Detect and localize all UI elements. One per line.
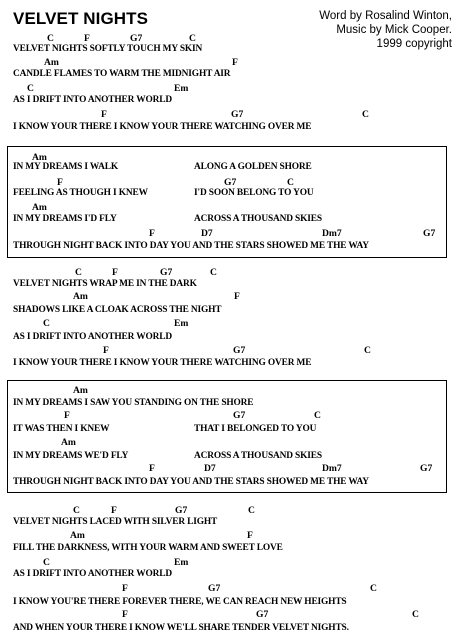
credit-line-copyright: 1999 copyright bbox=[376, 38, 452, 50]
chord-symbol: F bbox=[122, 583, 128, 594]
chord-line bbox=[0, 530, 460, 542]
lyric-line bbox=[0, 568, 460, 580]
chord-symbol: G7 bbox=[423, 228, 436, 239]
lyric-line bbox=[0, 423, 460, 435]
chord-symbol: Am bbox=[73, 291, 88, 302]
chord-line bbox=[0, 318, 460, 330]
chord-symbol: C bbox=[189, 33, 196, 44]
lyric-text: THROUGH NIGHT BACK INTO DAY YOU AND THE STARS SHOWED ME THE WAY bbox=[13, 477, 369, 487]
lyric-line bbox=[0, 357, 460, 369]
chord-symbol: Am bbox=[70, 530, 85, 541]
chord-symbol: G7 bbox=[256, 609, 269, 620]
lyric-text: THAT I BELONGED TO YOU bbox=[194, 424, 317, 434]
chord-symbol: C bbox=[370, 583, 377, 594]
chord-symbol: C bbox=[47, 33, 54, 44]
lyric-line bbox=[0, 278, 460, 290]
lyric-text: VELVET NIGHTS LACED WITH SILVER LIGHT bbox=[13, 517, 218, 527]
lyric-text: IN MY DREAMS WE'D FLY bbox=[13, 451, 129, 461]
chord-symbol: Am bbox=[61, 437, 76, 448]
lyric-text: IT WAS THEN I KNEW bbox=[13, 424, 110, 434]
chord-symbol: G7 bbox=[130, 33, 143, 44]
chord-symbol: D7 bbox=[201, 228, 213, 239]
chord-line bbox=[0, 345, 460, 357]
chord-symbol: F bbox=[122, 609, 128, 620]
lyric-line bbox=[0, 397, 460, 409]
lyric-text: I KNOW YOUR THERE I KNOW YOUR THERE WATCHING OVER ME bbox=[13, 122, 312, 132]
chord-line bbox=[0, 385, 460, 397]
lyric-text: AS I DRIFT INTO ANOTHER WORLD bbox=[13, 332, 172, 342]
chord-symbol: C bbox=[73, 505, 80, 516]
chord-symbol: F bbox=[234, 291, 240, 302]
lyric-line bbox=[0, 622, 460, 634]
lyric-line bbox=[0, 213, 460, 225]
lyric-text: FEELING AS THOUGH I KNEW bbox=[13, 188, 148, 198]
chord-symbol: Em bbox=[174, 557, 189, 568]
lyric-line bbox=[0, 331, 460, 343]
lyric-text: ACROSS A THOUSAND SKIES bbox=[194, 451, 322, 461]
chord-symbol: Am bbox=[44, 57, 59, 68]
chord-symbol: C bbox=[248, 505, 255, 516]
lyric-line bbox=[0, 161, 460, 173]
chord-symbol: C bbox=[362, 109, 369, 120]
chord-line bbox=[0, 463, 460, 475]
lyric-line bbox=[0, 43, 460, 55]
chord-symbol: F bbox=[111, 505, 117, 516]
lyric-text: ALONG A GOLDEN SHORE bbox=[194, 162, 312, 172]
credit-line-lyricist: Word by Rosalind Winton, bbox=[319, 10, 452, 22]
chord-symbol: F bbox=[149, 463, 155, 474]
chord-symbol: F bbox=[247, 530, 253, 541]
chord-symbol: Am bbox=[32, 202, 47, 213]
chord-symbol: C bbox=[314, 410, 321, 421]
chord-symbol: G7 bbox=[420, 463, 433, 474]
credit-line-composer: Music by Mick Cooper. bbox=[336, 24, 452, 36]
chord-symbol: G7 bbox=[233, 345, 246, 356]
chord-symbol: Dm7 bbox=[322, 228, 342, 239]
chord-symbol: F bbox=[232, 57, 238, 68]
chord-symbol: F bbox=[57, 177, 63, 188]
lyric-text: AS I DRIFT INTO ANOTHER WORLD bbox=[13, 95, 172, 105]
chord-symbol: G7 bbox=[224, 177, 237, 188]
chord-symbol: C bbox=[43, 557, 50, 568]
chord-symbol: F bbox=[112, 267, 118, 278]
lyric-line bbox=[0, 516, 460, 528]
chord-symbol: C bbox=[43, 318, 50, 329]
chord-symbol: C bbox=[287, 177, 294, 188]
chord-line bbox=[0, 437, 460, 449]
lyric-text: IN MY DREAMS I'D FLY bbox=[13, 214, 117, 224]
lyric-text: SHADOWS LIKE A CLOAK ACROSS THE NIGHT bbox=[13, 305, 222, 315]
lyric-text: VELVET NIGHTS WRAP ME IN THE DARK bbox=[13, 279, 197, 289]
lyric-line bbox=[0, 304, 460, 316]
chord-line bbox=[0, 410, 460, 422]
chord-line bbox=[0, 109, 460, 121]
lyric-text: FILL THE DARKNESS, WITH YOUR WARM AND SWEET LOVE bbox=[13, 543, 283, 553]
chord-symbol: F bbox=[149, 228, 155, 239]
chord-symbol: D7 bbox=[204, 463, 216, 474]
chord-symbol: C bbox=[75, 267, 82, 278]
lyric-line bbox=[0, 240, 460, 252]
lyric-text: I'D SOON BELONG TO YOU bbox=[194, 188, 314, 198]
chord-symbol: G7 bbox=[160, 267, 173, 278]
lyric-text: CANDLE FLAMES TO WARM THE MIDNIGHT AIR bbox=[13, 69, 231, 79]
chord-symbol: Em bbox=[174, 83, 189, 94]
lyric-line bbox=[0, 596, 460, 608]
lyric-line bbox=[0, 542, 460, 554]
chord-line bbox=[0, 609, 460, 621]
chord-line bbox=[0, 291, 460, 303]
chord-symbol: Em bbox=[174, 318, 189, 329]
lyric-text: AS I DRIFT INTO ANOTHER WORLD bbox=[13, 569, 172, 579]
chord-symbol: Am bbox=[73, 385, 88, 396]
lyric-line bbox=[0, 476, 460, 488]
chord-symbol: G7 bbox=[175, 505, 188, 516]
chord-symbol: C bbox=[364, 345, 371, 356]
chord-symbol: F bbox=[64, 410, 70, 421]
chord-line bbox=[0, 583, 460, 595]
lyric-text: I KNOW YOUR THERE I KNOW YOUR THERE WATCHING OVER ME bbox=[13, 358, 312, 368]
lyric-text: AND WHEN YOUR THERE I KNOW WE'LL SHARE TENDER VELVET NIGHTS. bbox=[13, 623, 349, 633]
lyric-text: IN MY DREAMS I WALK bbox=[13, 162, 118, 172]
lyric-line bbox=[0, 94, 460, 106]
lyric-line bbox=[0, 187, 460, 199]
chord-symbol: Dm7 bbox=[322, 463, 342, 474]
chord-symbol: F bbox=[103, 345, 109, 356]
lyric-line bbox=[0, 121, 460, 133]
lyric-text: THROUGH NIGHT BACK INTO DAY YOU AND THE STARS SHOWED ME THE WAY bbox=[13, 241, 369, 251]
chord-symbol: G7 bbox=[208, 583, 221, 594]
lyric-line bbox=[0, 450, 460, 462]
lyric-text: ACROSS A THOUSAND SKIES bbox=[194, 214, 322, 224]
lyric-line bbox=[0, 68, 460, 80]
chord-symbol: G7 bbox=[231, 109, 244, 120]
lyric-text: I KNOW YOU'RE THERE FOREVER THERE, WE CAN REACH NEW HEIGHTS bbox=[13, 597, 347, 607]
chord-symbol: C bbox=[412, 609, 419, 620]
chord-symbol: F bbox=[84, 33, 90, 44]
chord-symbol: G7 bbox=[233, 410, 246, 421]
lyric-text: VELVET NIGHTS SOFTLY TOUCH MY SKIN bbox=[13, 44, 203, 54]
chord-symbol: C bbox=[210, 267, 217, 278]
chord-line bbox=[0, 228, 460, 240]
chord-symbol: C bbox=[27, 83, 34, 94]
chord-symbol: F bbox=[101, 109, 107, 120]
song-title: VELVET NIGHTS bbox=[13, 9, 149, 28]
lyric-text: IN MY DREAMS I SAW YOU STANDING ON THE SHORE bbox=[13, 398, 254, 408]
chord-symbol: Am bbox=[32, 152, 47, 163]
